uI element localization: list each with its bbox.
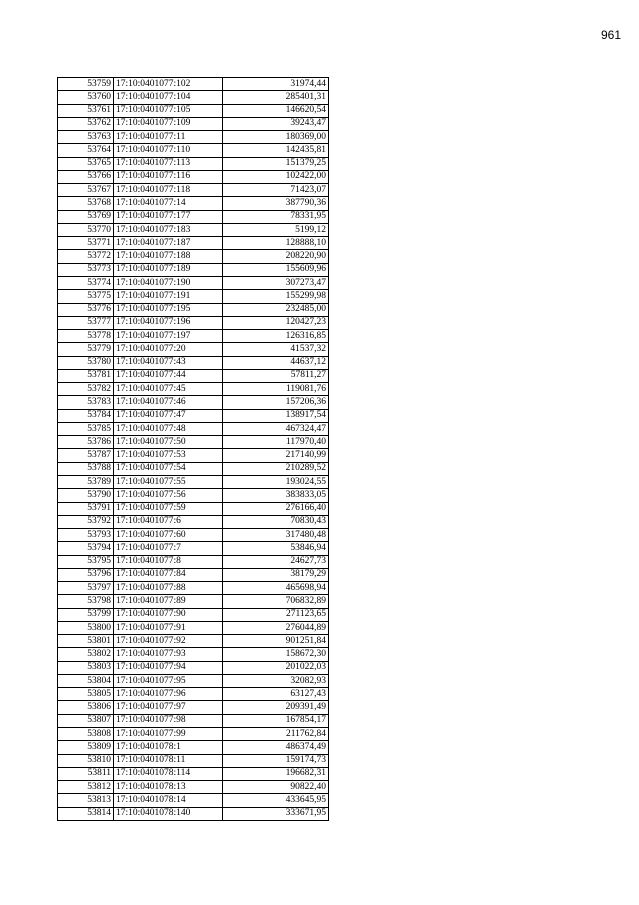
cadastral-number-cell: 17:10:0401078:114: [114, 767, 223, 780]
cadastral-number-cell: 17:10:0401077:6: [114, 515, 223, 528]
table-row: [58, 383, 329, 396]
row-number-cell: 53805: [58, 688, 114, 701]
cadastral-number-cell: 17:10:0401077:89: [114, 595, 223, 608]
cadastral-number-cell: 17:10:0401077:88: [114, 582, 223, 595]
cadastral-number-cell: 17:10:0401077:190: [114, 276, 223, 289]
value-cell: 387790,36: [223, 197, 329, 210]
table-row: [58, 608, 329, 621]
value-cell: 383833,05: [223, 489, 329, 502]
table-row: [58, 343, 329, 356]
table-row: [58, 754, 329, 767]
table-row: [58, 728, 329, 741]
cadastral-number-cell: 17:10:0401077:92: [114, 635, 223, 648]
value-cell: 90822,40: [223, 781, 329, 794]
row-number-cell: 53768: [58, 197, 114, 210]
table-row: [58, 449, 329, 462]
value-cell: 317480,48: [223, 529, 329, 542]
table-row: [58, 290, 329, 303]
value-cell: 57811,27: [223, 369, 329, 382]
value-cell: 41537,32: [223, 343, 329, 356]
value-cell: 157206,36: [223, 396, 329, 409]
row-number-cell: 53803: [58, 661, 114, 674]
cadastral-number-cell: 17:10:0401078:1: [114, 741, 223, 754]
table-row: [58, 184, 329, 197]
cadastral-number-cell: 17:10:0401077:105: [114, 104, 223, 117]
table-row: [58, 462, 329, 475]
value-cell: 433645,95: [223, 794, 329, 807]
row-number-cell: 53808: [58, 728, 114, 741]
value-cell: 119081,76: [223, 383, 329, 396]
cadastral-number-cell: 17:10:0401077:183: [114, 223, 223, 236]
value-cell: 159174,73: [223, 754, 329, 767]
value-cell: 276166,40: [223, 502, 329, 515]
table-row: [58, 529, 329, 542]
cadastral-number-cell: 17:10:0401077:102: [114, 78, 223, 91]
table-row: [58, 170, 329, 183]
table-row: [58, 157, 329, 170]
table-row: [58, 767, 329, 780]
value-cell: 155299,98: [223, 290, 329, 303]
page-number: 961: [600, 28, 621, 42]
table-row: [58, 316, 329, 329]
value-cell: 209391,49: [223, 701, 329, 714]
value-cell: 333671,95: [223, 807, 329, 820]
table-row: [58, 263, 329, 276]
value-cell: 120427,23: [223, 316, 329, 329]
cadastral-number-cell: 17:10:0401077:116: [114, 170, 223, 183]
row-number-cell: 53809: [58, 741, 114, 754]
value-cell: 180369,00: [223, 131, 329, 144]
cadastral-number-cell: 17:10:0401077:195: [114, 303, 223, 316]
value-cell: 78331,95: [223, 210, 329, 223]
value-cell: 71423,07: [223, 184, 329, 197]
table-row: [58, 502, 329, 515]
table-row: [58, 144, 329, 157]
row-number-cell: 53776: [58, 303, 114, 316]
row-number-cell: 53772: [58, 250, 114, 263]
cadastral-number-cell: 17:10:0401077:187: [114, 237, 223, 250]
row-number-cell: 53813: [58, 794, 114, 807]
row-number-cell: 53771: [58, 237, 114, 250]
value-cell: 142435,81: [223, 144, 329, 157]
value-cell: 706832,89: [223, 595, 329, 608]
table-row: [58, 621, 329, 634]
row-number-cell: 53760: [58, 91, 114, 104]
value-cell: 158672,30: [223, 648, 329, 661]
value-cell: 70830,43: [223, 515, 329, 528]
value-cell: 117970,40: [223, 436, 329, 449]
cadastral-number-cell: 17:10:0401077:48: [114, 422, 223, 435]
cadastral-number-cell: 17:10:0401077:94: [114, 661, 223, 674]
cadastral-number-cell: 17:10:0401077:7: [114, 542, 223, 555]
row-number-cell: 53775: [58, 290, 114, 303]
row-number-cell: 53778: [58, 330, 114, 343]
cadastral-number-cell: 17:10:0401077:14: [114, 197, 223, 210]
table-row: [58, 104, 329, 117]
row-number-cell: 53799: [58, 608, 114, 621]
cadastral-number-cell: 17:10:0401077:177: [114, 210, 223, 223]
row-number-cell: 53762: [58, 117, 114, 130]
table-row: [58, 356, 329, 369]
cadastral-number-cell: 17:10:0401077:11: [114, 131, 223, 144]
value-cell: 211762,84: [223, 728, 329, 741]
cadastral-number-cell: 17:10:0401077:98: [114, 714, 223, 727]
row-number-cell: 53814: [58, 807, 114, 820]
value-cell: 39243,47: [223, 117, 329, 130]
row-number-cell: 53806: [58, 701, 114, 714]
value-cell: 126316,85: [223, 330, 329, 343]
table-row: [58, 250, 329, 263]
cadastral-number-cell: 17:10:0401077:47: [114, 409, 223, 422]
value-cell: 201022,03: [223, 661, 329, 674]
row-number-cell: 53800: [58, 621, 114, 634]
row-number-cell: 53769: [58, 210, 114, 223]
row-number-cell: 53782: [58, 383, 114, 396]
cadastral-number-cell: 17:10:0401077:93: [114, 648, 223, 661]
table-row: [58, 276, 329, 289]
value-cell: 5199,12: [223, 223, 329, 236]
cadastral-number-cell: 17:10:0401077:109: [114, 117, 223, 130]
value-cell: 24627,73: [223, 555, 329, 568]
row-number-cell: 53783: [58, 396, 114, 409]
value-cell: 307273,47: [223, 276, 329, 289]
value-cell: 138917,54: [223, 409, 329, 422]
value-cell: 276044,89: [223, 621, 329, 634]
value-cell: 285401,31: [223, 91, 329, 104]
row-number-cell: 53777: [58, 316, 114, 329]
cadastral-number-cell: 17:10:0401078:140: [114, 807, 223, 820]
cadastral-number-cell: 17:10:0401077:110: [114, 144, 223, 157]
cadastral-number-cell: 17:10:0401077:8: [114, 555, 223, 568]
table-row: [58, 422, 329, 435]
value-cell: 208220,90: [223, 250, 329, 263]
row-number-cell: 53774: [58, 276, 114, 289]
cadastral-number-cell: 17:10:0401077:53: [114, 449, 223, 462]
value-cell: 486374,49: [223, 741, 329, 754]
value-cell: 232485,00: [223, 303, 329, 316]
row-number-cell: 53786: [58, 436, 114, 449]
table-row: [58, 330, 329, 343]
cadastral-number-cell: 17:10:0401077:113: [114, 157, 223, 170]
table-row: [58, 475, 329, 488]
value-cell: 151379,25: [223, 157, 329, 170]
value-cell: 155609,96: [223, 263, 329, 276]
table-row: [58, 648, 329, 661]
table-row: [58, 303, 329, 316]
row-number-cell: 53781: [58, 369, 114, 382]
table-row: [58, 210, 329, 223]
cadastral-number-cell: 17:10:0401077:55: [114, 475, 223, 488]
table-row: [58, 131, 329, 144]
value-cell: 31974,44: [223, 78, 329, 91]
cadastral-number-cell: 17:10:0401077:91: [114, 621, 223, 634]
row-number-cell: 53793: [58, 529, 114, 542]
row-number-cell: 53811: [58, 767, 114, 780]
cadastral-number-cell: 17:10:0401077:99: [114, 728, 223, 741]
table-row: [58, 542, 329, 555]
row-number-cell: 53767: [58, 184, 114, 197]
table-row: [58, 91, 329, 104]
row-number-cell: 53788: [58, 462, 114, 475]
row-number-cell: 53791: [58, 502, 114, 515]
table-row: [58, 489, 329, 502]
cadastral-number-cell: 17:10:0401077:197: [114, 330, 223, 343]
cadastral-number-cell: 17:10:0401077:97: [114, 701, 223, 714]
row-number-cell: 53797: [58, 582, 114, 595]
cadastral-number-cell: 17:10:0401078:14: [114, 794, 223, 807]
cadastral-number-cell: 17:10:0401077:90: [114, 608, 223, 621]
cadastral-number-cell: 17:10:0401077:84: [114, 568, 223, 581]
table-row: [58, 197, 329, 210]
row-number-cell: 53789: [58, 475, 114, 488]
row-number-cell: 53785: [58, 422, 114, 435]
table-row: [58, 688, 329, 701]
table-row: [58, 223, 329, 236]
row-number-cell: 53773: [58, 263, 114, 276]
row-number-cell: 53761: [58, 104, 114, 117]
value-cell: 217140,99: [223, 449, 329, 462]
table-row: [58, 117, 329, 130]
row-number-cell: 53759: [58, 78, 114, 91]
cadastral-number-cell: 17:10:0401077:118: [114, 184, 223, 197]
table-row: [58, 674, 329, 687]
value-cell: 271123,65: [223, 608, 329, 621]
row-number-cell: 53766: [58, 170, 114, 183]
value-cell: 465698,94: [223, 582, 329, 595]
cadastral-number-cell: 17:10:0401077:188: [114, 250, 223, 263]
cadastral-number-cell: 17:10:0401078:13: [114, 781, 223, 794]
value-cell: 196682,31: [223, 767, 329, 780]
row-number-cell: 53796: [58, 568, 114, 581]
table-row: [58, 396, 329, 409]
table-row: [58, 568, 329, 581]
row-number-cell: 53792: [58, 515, 114, 528]
table-row: [58, 409, 329, 422]
row-number-cell: 53798: [58, 595, 114, 608]
row-number-cell: 53807: [58, 714, 114, 727]
row-number-cell: 53812: [58, 781, 114, 794]
cadastral-number-cell: 17:10:0401077:54: [114, 462, 223, 475]
value-cell: 193024,55: [223, 475, 329, 488]
cadastral-number-cell: 17:10:0401077:46: [114, 396, 223, 409]
cadastral-number-cell: 17:10:0401077:104: [114, 91, 223, 104]
cadastral-number-cell: 17:10:0401077:45: [114, 383, 223, 396]
row-number-cell: 53765: [58, 157, 114, 170]
table-row: [58, 78, 329, 91]
cadastral-number-cell: 17:10:0401077:56: [114, 489, 223, 502]
cadastral-number-cell: 17:10:0401077:60: [114, 529, 223, 542]
table-row: [58, 369, 329, 382]
cadastral-number-cell: 17:10:0401077:44: [114, 369, 223, 382]
table-row: [58, 714, 329, 727]
value-cell: 32082,93: [223, 674, 329, 687]
row-number-cell: 53804: [58, 674, 114, 687]
cadastral-number-cell: 17:10:0401077:96: [114, 688, 223, 701]
cadastral-number-cell: 17:10:0401077:43: [114, 356, 223, 369]
row-number-cell: 53763: [58, 131, 114, 144]
value-cell: 44637,12: [223, 356, 329, 369]
value-cell: 467324,47: [223, 422, 329, 435]
row-number-cell: 53787: [58, 449, 114, 462]
cadastral-number-cell: 17:10:0401077:189: [114, 263, 223, 276]
table-row: [58, 794, 329, 807]
table-row: [58, 555, 329, 568]
row-number-cell: 53784: [58, 409, 114, 422]
table-body: [58, 78, 329, 821]
row-number-cell: 53801: [58, 635, 114, 648]
value-cell: 901251,84: [223, 635, 329, 648]
cadastral-number-cell: 17:10:0401077:196: [114, 316, 223, 329]
row-number-cell: 53770: [58, 223, 114, 236]
cadastral-number-cell: 17:10:0401077:50: [114, 436, 223, 449]
row-number-cell: 53764: [58, 144, 114, 157]
value-cell: 53846,94: [223, 542, 329, 555]
table-row: [58, 237, 329, 250]
table-row: [58, 635, 329, 648]
cadastral-number-cell: 17:10:0401077:20: [114, 343, 223, 356]
value-cell: 167854,17: [223, 714, 329, 727]
value-cell: 102422,00: [223, 170, 329, 183]
row-number-cell: 53795: [58, 555, 114, 568]
cadastral-number-cell: 17:10:0401077:59: [114, 502, 223, 515]
table-row: [58, 582, 329, 595]
cadastral-value-table: [57, 77, 329, 821]
row-number-cell: 53780: [58, 356, 114, 369]
value-cell: 210289,52: [223, 462, 329, 475]
row-number-cell: 53779: [58, 343, 114, 356]
table-row: [58, 741, 329, 754]
value-cell: 128888,10: [223, 237, 329, 250]
table-row: [58, 701, 329, 714]
value-cell: 63127,43: [223, 688, 329, 701]
table-row: [58, 661, 329, 674]
cadastral-number-cell: 17:10:0401077:191: [114, 290, 223, 303]
table-row: [58, 595, 329, 608]
cadastral-number-cell: 17:10:0401078:11: [114, 754, 223, 767]
table-row: [58, 436, 329, 449]
table-row: [58, 807, 329, 820]
value-cell: 38179,29: [223, 568, 329, 581]
row-number-cell: 53810: [58, 754, 114, 767]
row-number-cell: 53802: [58, 648, 114, 661]
row-number-cell: 53790: [58, 489, 114, 502]
value-cell: 146620,54: [223, 104, 329, 117]
row-number-cell: 53794: [58, 542, 114, 555]
cadastral-number-cell: 17:10:0401077:95: [114, 674, 223, 687]
table-row: [58, 515, 329, 528]
table-row: [58, 781, 329, 794]
